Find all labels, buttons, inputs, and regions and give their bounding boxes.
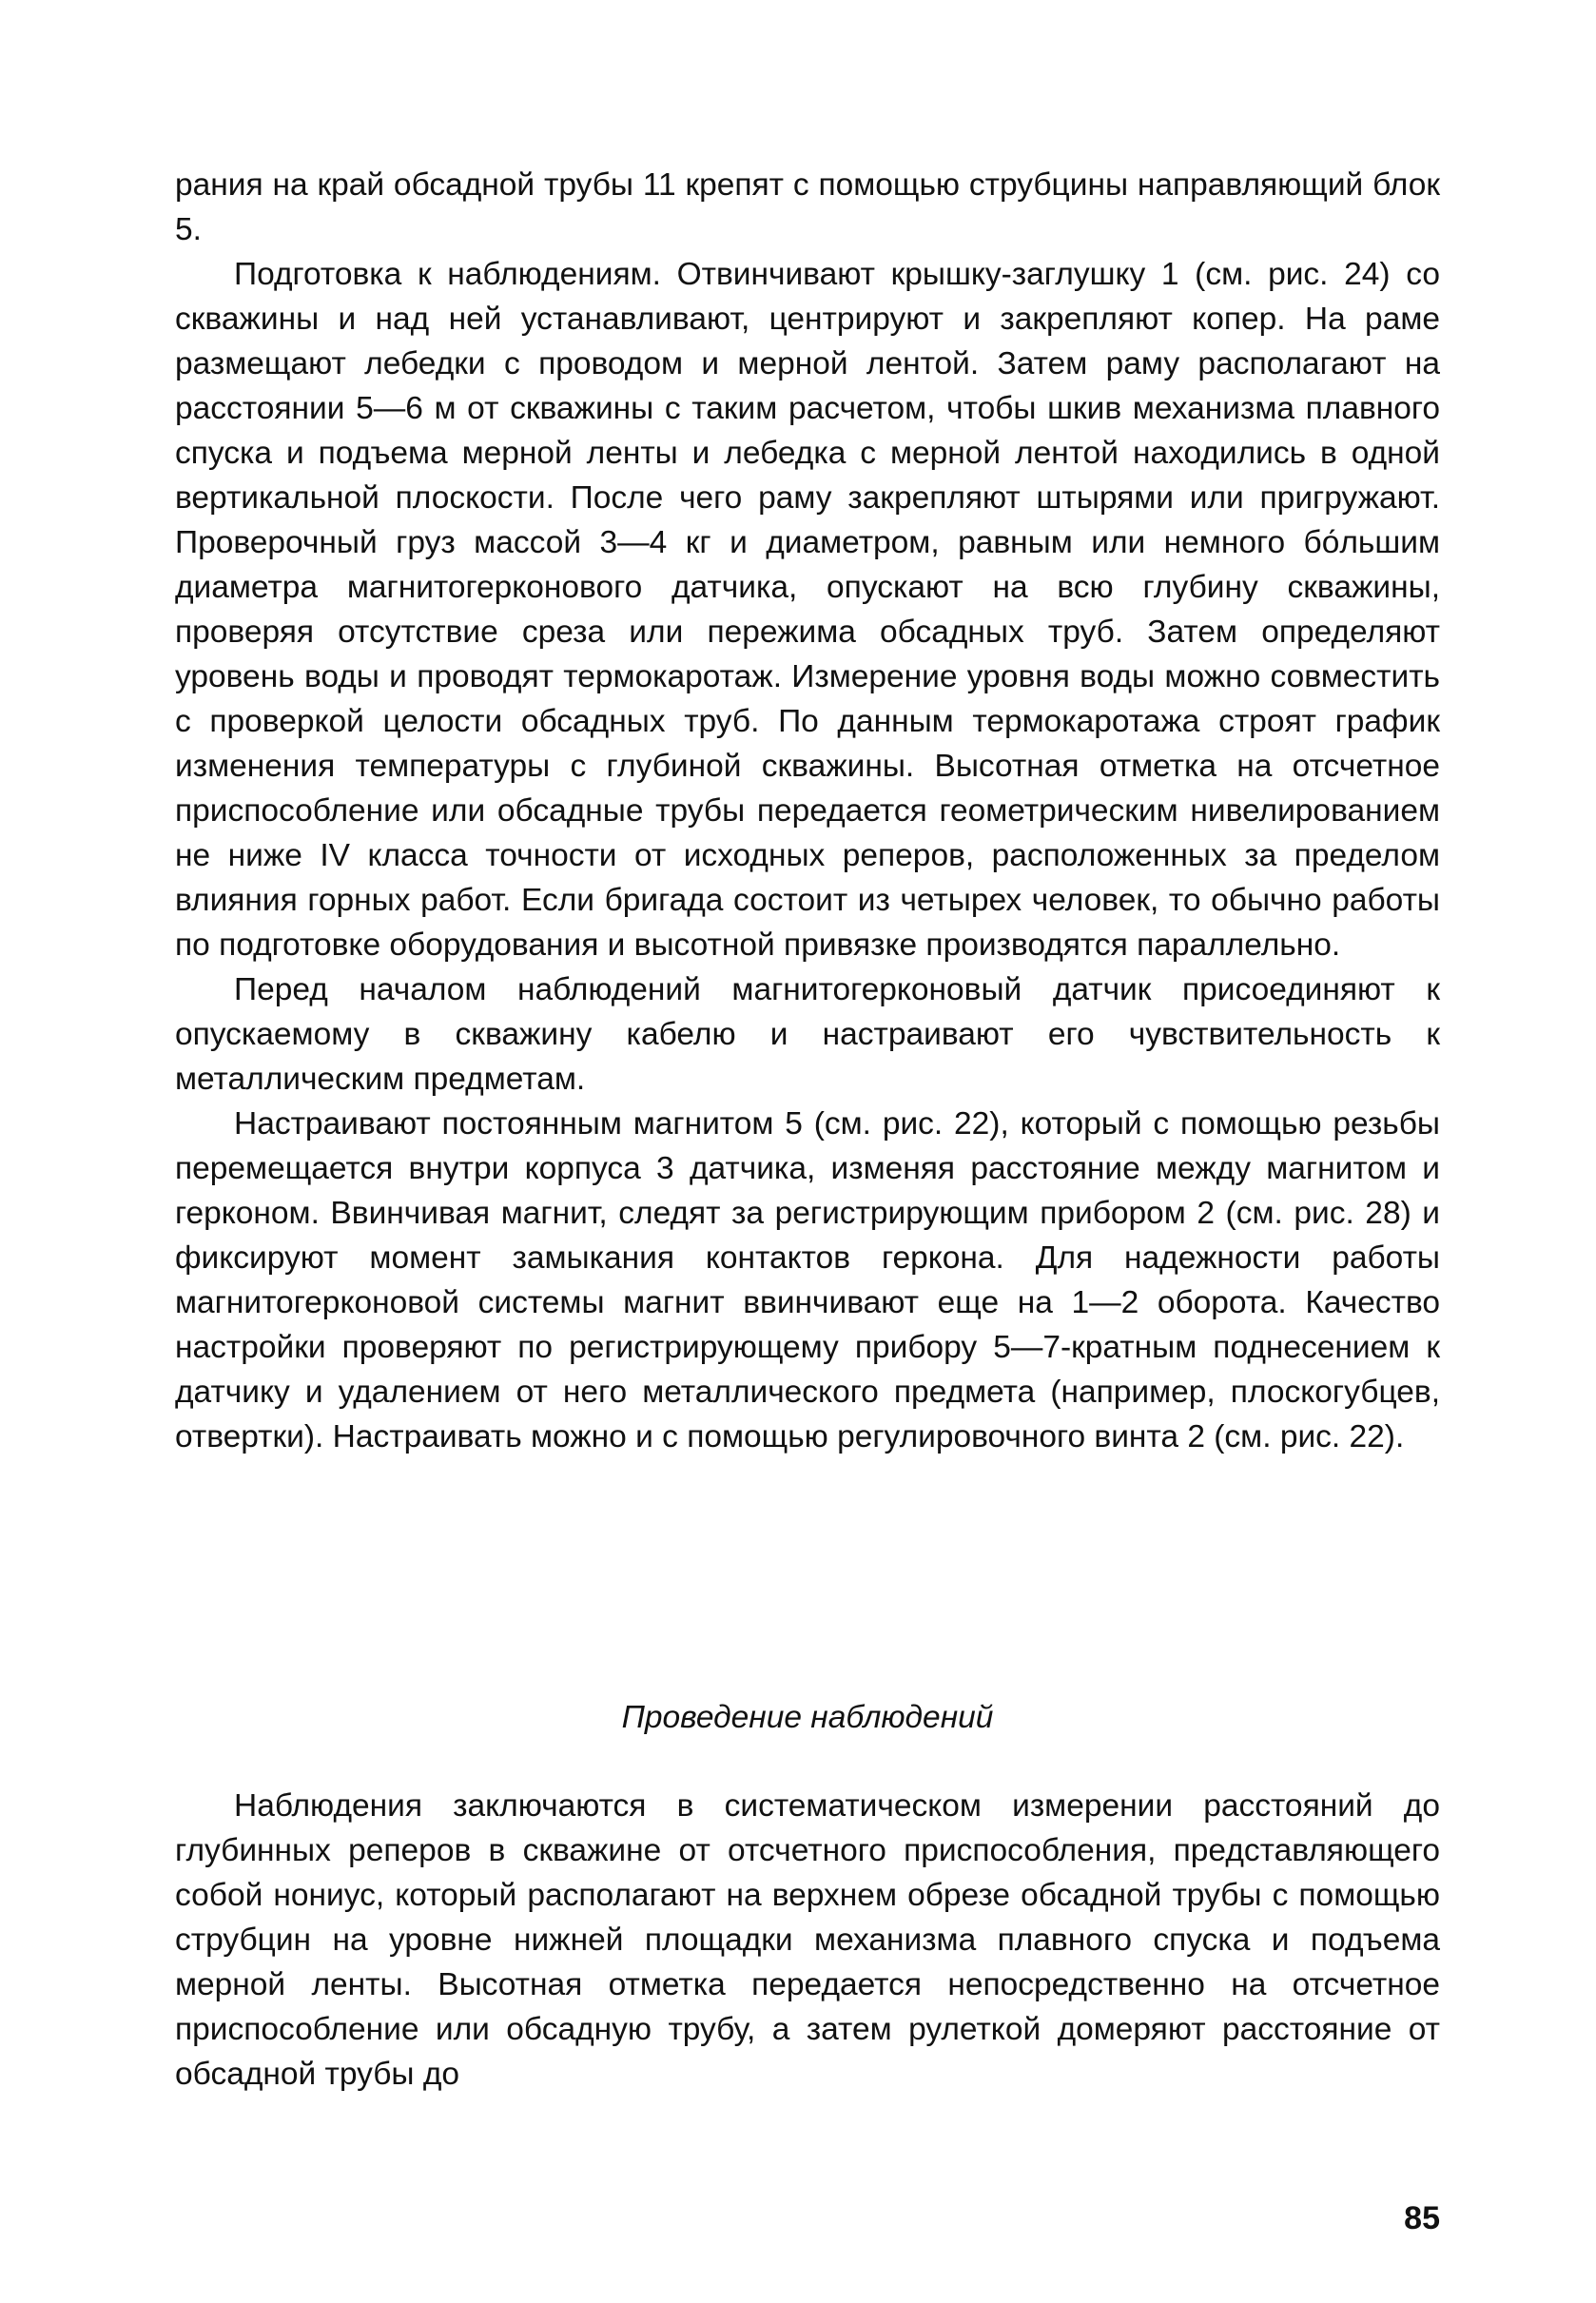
paragraph: рания на край обсадной трубы 11 крепят с помощью струбцины направляющий блок 5. xyxy=(175,167,1440,247)
page-number: 85 xyxy=(1404,2200,1440,2236)
paragraph: Наблюдения заключаются в систематическом измерении расстояний до глубинных реперов в скважине от отсчетного приспособления, представляющего собой нониус, который располагают на верхнем обрезе обсадной трубы с помощью струбцин на уровне нижней площадки механизма плавного спуска и подъема мерной ленты. Высотная отметка передается непосредственно на отсчетное приспособление или обсадную трубу, а затем рулеткой домеряют расстояние от обсадной трубы до xyxy=(175,1788,1440,2092)
paragraph: Настраивают постоянным магнитом 5 (см. рис. 22), который с помощью резьбы перемещается внутри корпуса 3 датчика, изменяя расстояние между магнитом и герконом. Ввинчивая магнит, следят за регистрирующим прибором 2 (см. рис. 28) и фиксируют момент замыкания контактов геркона. Для надежности работы магнитогерконовой системы магнит ввинчивают еще на 1—2 оборота. Качество настройки проверяют по регистрирующему прибору 5—7-кратным поднесением к датчику и удалением от него металлического предмета (например, плоскогубцев, отвертки). Настраивать можно и с помощью регулировочного винта 2 (см. рис. 22). xyxy=(175,1106,1440,1454)
section-heading: Проведение наблюдений xyxy=(621,1700,994,1735)
body-text-top xyxy=(175,163,1440,1459)
body-text-bottom xyxy=(175,1784,1440,2097)
paragraph: Перед началом наблюдений магнитогерконовый датчик присоединяют к опускаемому в скважину кабелю и настраивают его чувствительность к металлическим предметам. xyxy=(175,972,1440,1097)
paragraph: Подготовка к наблюдениям. Отвинчивают крышку-заглушку 1 (см. рис. 24) со скважины и над ней устанавливают, центрируют и закрепляют копер. На раме размещают лебедки с проводом и мерной лентой. Затем раму располагают на расстоянии 5—6 м от скважины с таким расчетом, чтобы шкив механизма плавного спуска и подъема мерной ленты и лебедка с мерной лентой находились в одной вертикальной плоскости. После чего раму закрепляют штырями или пригружают. Проверочный груз массой 3—4 кг и диаметром, равным или немного бо́льшим диаметра магнитогерконового датчика, опускают на всю глубину скважины, проверяя отсутствие среза или пережима обсадных труб. Затем определяют уровень воды и проводят термокаротаж. Измерение уровня воды можно совместить с проверкой целости обсадных труб. По данным термокаротажа строят график изменения температуры с глубиной скважины. Высотная отметка на отсчетное приспособление или обсадные трубы передается геометрическим нивелированием не ниже IV класса точности от исходных реперов, расположенных за пределом влияния горных работ. Если бригада состоит из четырех человек, то обычно работы по подготовке оборудования и высотной привязке производятся параллельно. xyxy=(175,257,1440,963)
